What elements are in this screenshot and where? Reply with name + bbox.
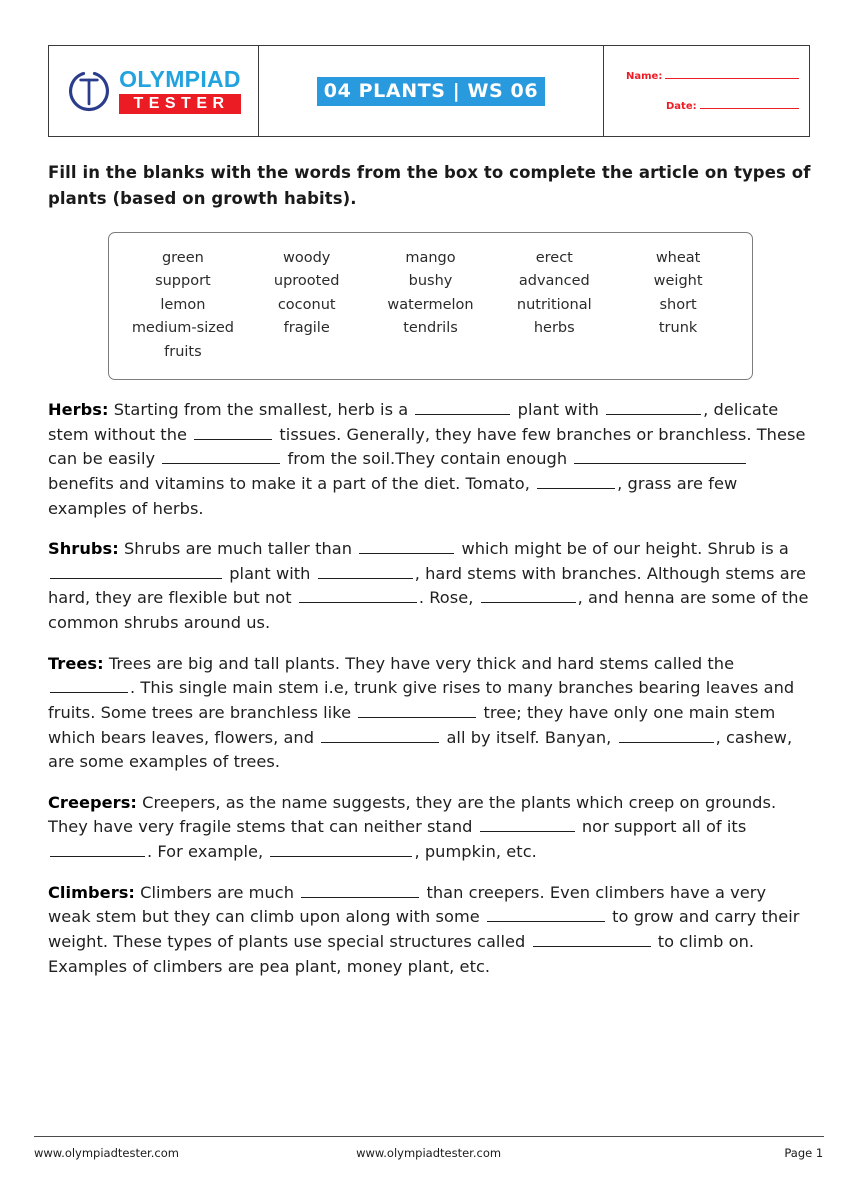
word-bank-word[interactable]: lemon bbox=[160, 296, 206, 313]
word-bank-word[interactable]: mango bbox=[405, 250, 456, 266]
article-paragraph bbox=[48, 791, 810, 865]
word-bank-word[interactable]: tendrils bbox=[403, 320, 458, 337]
header-name-date-cell bbox=[604, 46, 809, 136]
name-field-row bbox=[618, 70, 799, 82]
fill-in-blank[interactable] bbox=[359, 539, 454, 554]
date-field-row bbox=[618, 100, 799, 112]
paragraph-text: than creepers. Even climbers have a very weak stem but they can climb upon along with some bbox=[48, 882, 767, 927]
fill-in-blank[interactable] bbox=[533, 932, 651, 947]
word-bank-word[interactable]: fruits bbox=[164, 343, 202, 360]
paragraph-text: to grow and carry their weight. These types of plants use special structures called bbox=[48, 907, 800, 951]
word-bank-word[interactable]: short bbox=[659, 296, 697, 313]
paragraph-label: Herbs: bbox=[48, 400, 109, 419]
word-bank-empty bbox=[492, 341, 616, 364]
word-bank-word[interactable]: advanced bbox=[518, 273, 590, 290]
fill-in-blank[interactable] bbox=[301, 882, 419, 897]
paragraph-text: benefits and vitamins to make it a part of the diet. Tomato, bbox=[48, 473, 536, 493]
name-input-line[interactable] bbox=[665, 70, 799, 79]
fill-in-blank[interactable] bbox=[270, 842, 412, 857]
paragraph-text: , grass are few examples of herbs. bbox=[48, 473, 738, 518]
paragraph-text: plant with bbox=[224, 563, 316, 583]
word-bank-word[interactable]: green bbox=[161, 250, 204, 266]
paragraph-text: , pumpkin, etc. bbox=[414, 842, 537, 861]
fill-in-blank[interactable] bbox=[574, 449, 746, 464]
paragraph-text: Creepers, as the name suggests, they are the plants which creep on grounds. They have very fragile stems that can neither stand bbox=[48, 792, 777, 837]
paragraph-text: . Rose, bbox=[418, 588, 479, 608]
paragraph-text: plant with bbox=[512, 400, 605, 419]
word-bank-word[interactable]: watermelon bbox=[387, 296, 474, 313]
article-body bbox=[48, 398, 810, 979]
fill-in-blank[interactable] bbox=[487, 907, 605, 922]
paragraph-text: , delicate stem without the bbox=[48, 400, 779, 444]
fill-in-blank[interactable] bbox=[194, 424, 272, 439]
fill-in-blank[interactable] bbox=[50, 678, 128, 693]
header-table bbox=[48, 45, 810, 137]
paragraph-text: Climbers are much bbox=[134, 882, 300, 902]
instruction-text: Fill in the blanks with the words from the box to complete the article on types of plants (based on growth habits). bbox=[48, 163, 811, 209]
footer-left-url: www.olympiadtester.com bbox=[34, 1146, 179, 1160]
paragraph-text: all by itself. Banyan, bbox=[441, 727, 617, 747]
paragraph-label: Creepers: bbox=[48, 792, 137, 812]
footer-page-number: Page 1 bbox=[784, 1146, 824, 1160]
date-input-line[interactable] bbox=[700, 100, 799, 109]
word-bank-word[interactable]: bushy bbox=[408, 273, 453, 290]
word-bank-word[interactable]: woody bbox=[283, 250, 331, 266]
footer-center-url: www.olympiadtester.com bbox=[356, 1146, 502, 1160]
fill-in-blank[interactable] bbox=[318, 563, 413, 578]
paragraph-text: from the soil.They contain enough bbox=[282, 449, 573, 469]
name-label: Name: bbox=[626, 71, 663, 82]
article-paragraph bbox=[48, 398, 810, 521]
fill-in-blank[interactable] bbox=[162, 449, 280, 464]
fill-in-blank[interactable] bbox=[537, 474, 615, 489]
paragraph-label: Climbers: bbox=[48, 882, 135, 902]
word-bank-word[interactable]: herbs bbox=[533, 320, 575, 337]
brand-name-primary: OLYMPIAD bbox=[119, 66, 241, 92]
paragraph-text: tree; they have only one main stem which bears leaves, flowers, and bbox=[48, 702, 776, 747]
word-bank-word[interactable]: weight bbox=[653, 273, 703, 290]
paragraph-text: which might be of our height. Shrub is a bbox=[456, 539, 789, 559]
date-label: Date: bbox=[666, 101, 697, 112]
fill-in-blank[interactable] bbox=[50, 842, 145, 857]
circle-t-logo-icon bbox=[66, 68, 112, 114]
fill-in-blank[interactable] bbox=[299, 588, 417, 603]
word-bank-word[interactable]: support bbox=[155, 273, 211, 290]
fill-in-blank[interactable] bbox=[50, 563, 222, 578]
word-bank-word[interactable]: coconut bbox=[277, 296, 336, 313]
article-paragraph bbox=[48, 652, 810, 775]
paragraph-text: tissues. Generally, they have few branches or branchless. These can be easily bbox=[48, 424, 806, 469]
fill-in-blank[interactable] bbox=[321, 727, 439, 742]
paragraph-text: to climb on. Examples of climbers are pea plant, money plant, etc. bbox=[48, 931, 755, 976]
word-bank-word[interactable]: erect bbox=[535, 250, 573, 266]
paragraph-text: Shrubs are much taller than bbox=[118, 539, 358, 559]
brand-wordmark bbox=[119, 68, 241, 114]
worksheet-title: 04 PLANTS | WS 06 bbox=[317, 77, 545, 106]
word-bank-word[interactable]: fragile bbox=[283, 320, 330, 337]
paragraph-text: Trees are big and tall plants. They have very thick and hard stems called the bbox=[103, 653, 735, 673]
fill-in-blank[interactable] bbox=[358, 703, 476, 718]
paragraph-text: . This single main stem i.e, trunk give rises to many branches bearing leaves and fruits. Some trees are branchless like bbox=[48, 678, 795, 722]
fill-in-blank[interactable] bbox=[415, 400, 510, 415]
page-footer bbox=[34, 1146, 824, 1160]
header-logo-cell bbox=[49, 46, 259, 136]
paragraph-text: , cashew, are some examples of trees. bbox=[48, 727, 793, 772]
word-bank-word[interactable]: medium-sized bbox=[131, 320, 234, 337]
word-bank-box bbox=[108, 232, 753, 380]
fill-in-blank[interactable] bbox=[606, 400, 701, 415]
article-paragraph bbox=[48, 537, 810, 636]
brand-name-secondary: TESTER bbox=[119, 94, 241, 114]
paragraph-text: nor support all of its bbox=[576, 817, 747, 837]
article-paragraph bbox=[48, 881, 810, 980]
paragraph-label: Trees: bbox=[48, 653, 104, 673]
word-bank-empty bbox=[245, 341, 369, 364]
word-bank-word[interactable]: trunk bbox=[658, 320, 698, 337]
brand-logo bbox=[66, 68, 241, 114]
word-bank-grid bbox=[121, 247, 740, 364]
paragraph-text: , hard stems with branches. Although stems are hard, they are flexible but not bbox=[48, 563, 807, 608]
word-bank-empty bbox=[616, 341, 740, 364]
word-bank-word[interactable]: wheat bbox=[655, 250, 701, 266]
footer-divider bbox=[34, 1136, 824, 1137]
word-bank-word[interactable]: nutritional bbox=[516, 296, 592, 313]
fill-in-blank[interactable] bbox=[619, 727, 714, 742]
paragraph-text: , and henna are some of the common shrubs around us. bbox=[48, 588, 809, 632]
paragraph-label: Shrubs: bbox=[48, 539, 119, 559]
paragraph-text: . For example, bbox=[147, 842, 269, 861]
paragraph-text: Starting from the smallest, herb is a bbox=[108, 400, 414, 419]
word-bank-empty bbox=[369, 341, 493, 364]
word-bank-word[interactable]: uprooted bbox=[273, 273, 340, 290]
header-title-cell bbox=[259, 46, 604, 136]
fill-in-blank[interactable] bbox=[480, 817, 575, 832]
fill-in-blank[interactable] bbox=[481, 588, 576, 603]
